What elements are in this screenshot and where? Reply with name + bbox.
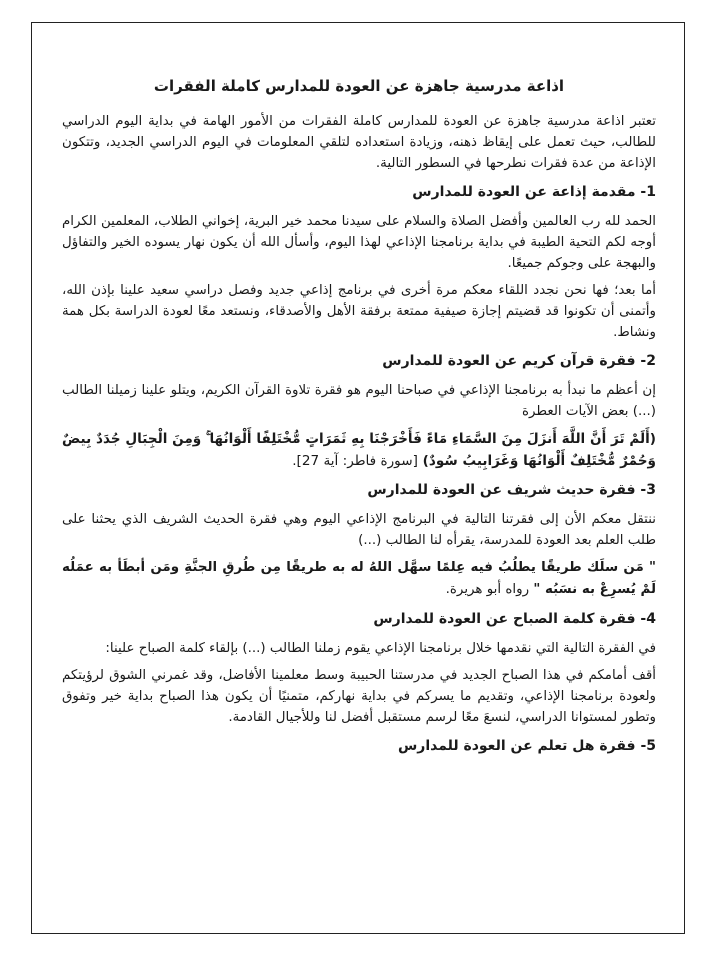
section-2-heading: 2- فقرة قرآن كريم عن العودة للمدارس [382, 352, 656, 369]
section-1-paragraph-1: الحمد لله رب العالمين وأفضل الصلاة والسلام على سيدنا محمد خير البرية، إخواني الطلاب، المعلمين الكرام أوجه لكم التحية الطيبة في بداية برنامجنا الإذاعي لهذا اليوم، وأسأل الله أن يكون نهار يسوده الخير والتفاؤل والبهجة على وجوكم جميعًا. [62, 213, 656, 271]
section-4-paragraph-1: في الفقرة التالية التي نقدمها خلال برنامجنا الإذاعي يقوم زملنا الطالب (...) بإلقاء كلمة الصباح علينا: [105, 640, 656, 656]
section-1-paragraph-2: أما بعد؛ فها نحن نجدد اللقاء معكم مرة أخرى في برنامج إذاعي جديد وفصل دراسي سعيد علينا بإذن الله، وأتمنى أن تكونوا قد قضيتم إجازة صيفية ممتعة برفقة الأهل والأصدقاء، ونستعد معًا لعودة الدراسة بكل همة ونشاط. [62, 282, 656, 340]
quran-verse-text: (أَلَمْ تَرَ أَنَّ اللَّهَ أَنزَلَ مِنَ السَّمَاءِ مَاءً فَأَخْرَجْنَا بِهِ ثَمَرَاتٍ مُّخْتَلِفًا أَلْوَانُهَا ۚ وَمِنَ الْجِبَالِ جُدَدٌ بِيضٌ وَحُمْرٌ مُّخْتَلِفٌ أَلْوَانُهَا وَغَرَابِيبُ سُودٌ) [62, 430, 656, 469]
section-5-heading: 5- فقرة هل تعلم عن العودة للمدارس [397, 737, 656, 754]
hadith-reference: رواه أبو هريرة. [445, 581, 530, 597]
section-4-paragraph-2: أقف أمامكم في هذا الصباح الجديد في مدرستنا الحبيبة وسط معلمينا الأفاضل، وقد غمرني الشوق لرؤيتكم ولعودة برنامجنا الإذاعي، وتقديم ما يسركم في بداية نهاركم، متمنيًا أن يكون هذا الصباح بداية خير وتفوق وتطور لمستوانا الدراسي، لنسعَ معًا لرسم مستقبل أفضل لنا وللأجيال القادمة. [62, 667, 656, 725]
section-3-paragraph-1: ننتقل معكم الأن إلى فقرتنا التالية في البرنامج الإذاعي اليوم وهي فقرة الحديث الشريف الذي يحثنا على طلب العلم بعد العودة للمدرسة، يقرأه لنا الطالب (...) [62, 511, 656, 548]
document-title: اذاعة مدرسية جاهزة عن العودة للمدارس كاملة الفقرات [153, 77, 565, 95]
section-2-paragraph-1: إن أعظم ما نبدأ به برنامجنا الإذاعي في صباحنا اليوم هو فقرة تلاوة القرآن الكريم، ويتلو علينا زميلنا الطالب (...) بعض الآيات العطرة [62, 382, 656, 419]
section-3-heading: 3- فقرة حديث شريف عن العودة للمدارس [367, 481, 656, 498]
quran-verse [62, 428, 656, 472]
section-1-heading: 1- مقدمة إذاعة عن العودة للمدارس [412, 183, 656, 200]
hadith-text: " مَن سلَك طريقًا يطلُبُ فيه عِلمًا سهَّل اللهُ له به طريقًا مِن طُرقِ الجنَّةِ ومَن أبطَأ به عمَلُه لَمْ يُسرِعْ به نسَبُه " [62, 559, 656, 597]
intro-paragraph: تعتبر اذاعة مدرسية جاهزة عن العودة للمدارس كاملة الفقرات من الأمور الهامة في بداية اليوم الدراسي للطالب، حيث تعمل على إيقاظ ذهنه، وزيادة استعداده لتلقي المعلومات في اليوم الدراسي الجديد، وتتكون الإذاعة من عدة فقرات نطرحها في السطور التالية. [62, 113, 656, 171]
document-page [31, 22, 685, 934]
quran-verse-reference: [سورة فاطر: آية 27]. [292, 452, 418, 469]
section-4-heading: 4- فقرة كلمة الصباح عن العودة للمدارس [373, 610, 656, 627]
hadith [62, 557, 656, 601]
